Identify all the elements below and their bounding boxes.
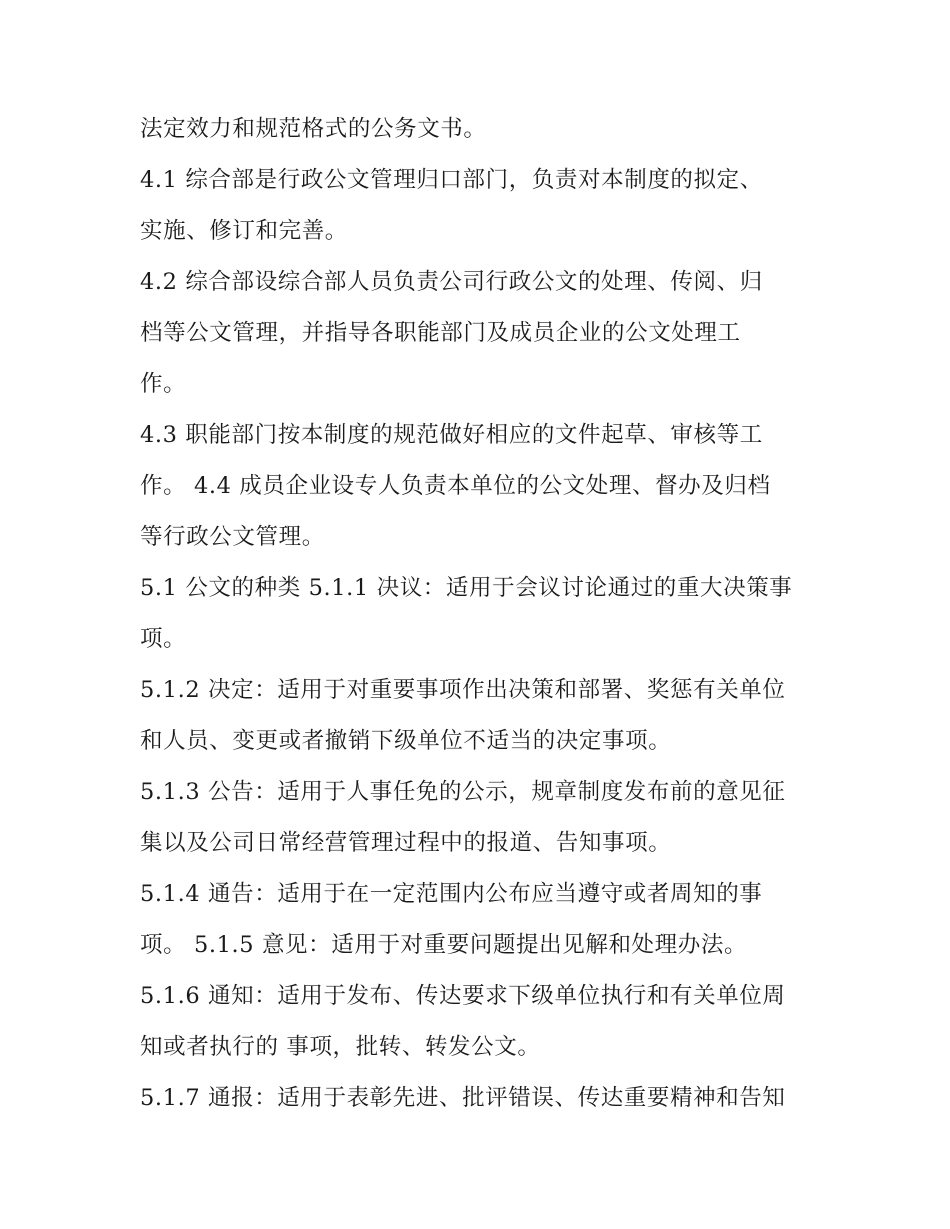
text-line: 5.1.7 通报：适用于表彰先进、批评错误、传达重要精神和告知 xyxy=(140,1085,786,1111)
text-line: 项。 xyxy=(140,626,187,652)
text-line: 4.3 职能部门按本制度的规范做好相应的文件起草、审核等工 xyxy=(140,422,763,448)
text-line: 等行政公文管理。 xyxy=(140,524,325,550)
text-line: 档等公文管理，并指导各职能部门及成员企业的公文处理工 xyxy=(140,320,741,346)
text-line: 5.1.3 公告：适用于人事任免的公示，规章制度发布前的意见征 xyxy=(140,779,786,805)
document-body xyxy=(140,104,820,1124)
text-line: 4.2 综合部设综合部人员负责公司行政公文的处理、传阅、归 xyxy=(140,269,763,295)
text-line: 4.1 综合部是行政公文管理归口部门，负责对本制度的拟定、 xyxy=(140,167,763,193)
text-line: 法定效力和规范格式的公务文书。 xyxy=(140,116,487,142)
text-line: 5.1.2 决定：适用于对重要事项作出决策和部署、奖惩有关单位 xyxy=(140,677,786,703)
text-line: 项。 5.1.5 意见：适用于对重要问题提出见解和处理办法。 xyxy=(140,932,748,958)
text-line: 5.1 公文的种类 5.1.1 决议：适用于会议讨论通过的重大决策事 xyxy=(140,575,793,601)
text-line: 集以及公司日常经营管理过程中的报道、告知事项。 xyxy=(140,830,672,856)
text-line: 作。 xyxy=(140,371,187,397)
text-line: 作。 4.4 成员企业设专人负责本单位的公文处理、督办及归档 xyxy=(140,473,771,499)
text-line: 5.1.6 通知：适用于发布、传达要求下级单位执行和有关单位周 xyxy=(140,983,786,1009)
text-line: 知或者执行的 事项，批转、转发公文。 xyxy=(140,1034,541,1060)
text-line: 和人员、变更或者撤销下级单位不适当的决定事项。 xyxy=(140,728,672,754)
text-line: 5.1.4 通告：适用于在一定范围内公布应当遵守或者周知的事 xyxy=(140,881,763,907)
text-line: 实施、修订和完善。 xyxy=(140,218,348,244)
